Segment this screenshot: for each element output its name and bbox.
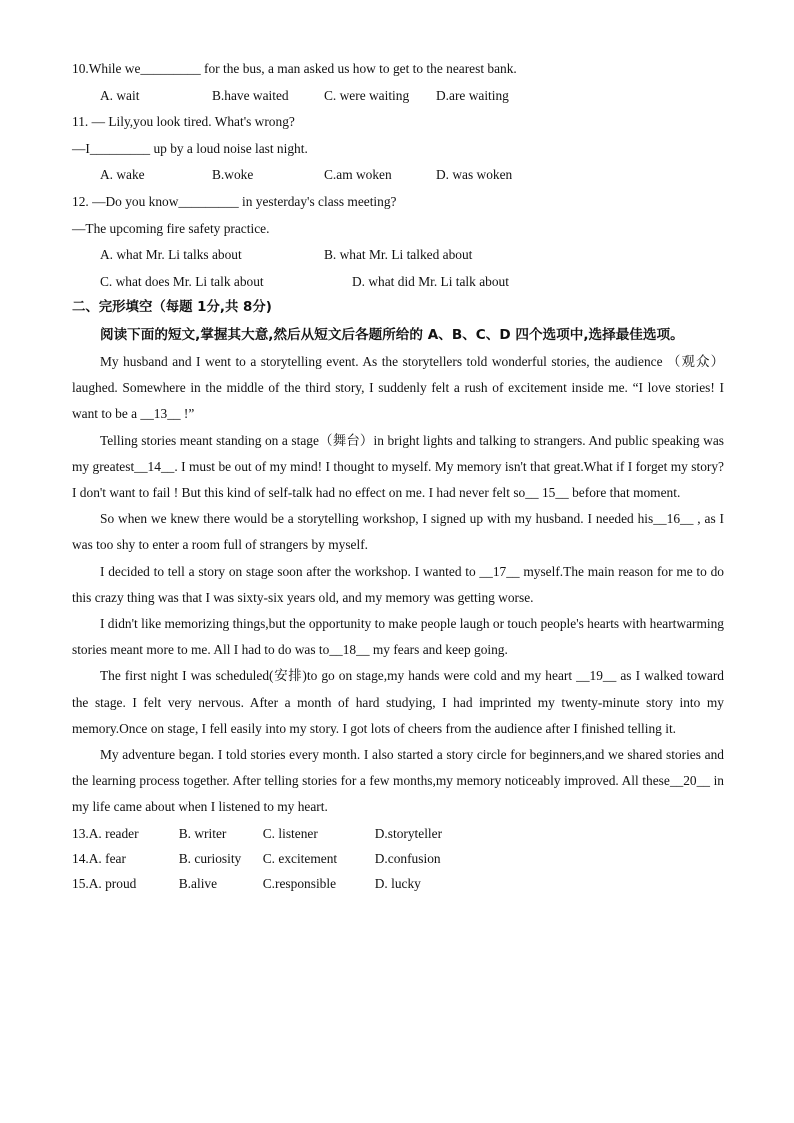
section-title: 二、完形填空（每题 1分,共 8分) <box>72 300 272 316</box>
option-c[interactable]: C. listener <box>262 825 318 841</box>
passage-paragraph: My adventure began. I told stories every month. I also started a story circle for beginners,and we shared stories and the learning process together. After telling stories for a few months,my memory noticeably improved. All these__20__ in my life came about when I listened to my heart. <box>72 746 724 815</box>
question-11-stem: 11. — Lily,you look tired. What's wrong? <box>72 114 295 130</box>
option-a[interactable]: A. what Mr. Li talks about <box>100 247 242 263</box>
option-c[interactable]: C.responsible <box>262 875 337 891</box>
option-d[interactable]: D. lucky <box>374 875 421 891</box>
option-c[interactable]: C. what does Mr. Li talk about <box>100 273 264 289</box>
passage-paragraph: The first night I was scheduled(安排)to go on stage,my hands were cold and my heart __19__ as I walked toward the stage. I felt very nervous. After a month of hard studying, I had imprinted my twenty-minute story into my memory.Once on stage, I fell easily into my story. I got lots of cheers from the audience after I finished telling it. <box>72 668 724 736</box>
answer-row-15 <box>72 871 724 896</box>
passage-paragraph: Telling stories meant standing on a stage（舞台）in bright lights and talking to strangers. And public speaking was my greatest__14__. I must be out of my mind! I thought to myself. My memory isn't that great.What if I forget my story? I don't want to fail ! But this kind of self-talk had no effect on me. I had never felt so__ 15__ before that moment. <box>72 432 724 500</box>
passage-paragraph: My husband and I went to a storytelling event. As the storytellers told wonderful stories, the audience （观众）laughed. Somewhere in the middle of the third story, I suddenly felt a rush of excitement inside me. “I love stories! I want to be a __13__ !” <box>72 353 724 422</box>
option-a[interactable]: A. wait <box>100 87 140 103</box>
option-d[interactable]: D.confusion <box>374 850 441 866</box>
question-number: 15. <box>72 875 89 891</box>
exam-page <box>72 56 724 896</box>
answer-row-13 <box>72 821 724 846</box>
option-a[interactable]: A. reader <box>88 825 139 841</box>
option-b[interactable]: B.have waited <box>212 87 289 103</box>
option-b[interactable]: B. writer <box>178 825 227 841</box>
section-instruction: 阅读下面的短文,掌握其大意,然后从短文后各题所给的 A、B、C、D 四个选项中,选择最佳选项。 <box>100 326 684 343</box>
question-number: 14. <box>72 850 89 866</box>
question-number: 13. <box>72 825 89 841</box>
question-12-answer-line: —The upcoming fire safety practice. <box>72 220 270 236</box>
option-a[interactable]: A. fear <box>88 850 126 866</box>
passage-paragraph: I didn't like memorizing things,but the opportunity to make people laugh or touch people's hearts with heartwarming stories meant more to me. All I had to do was to__18__ my fears and keep going. <box>72 615 725 658</box>
option-d[interactable]: D. was woken <box>436 167 513 183</box>
question-10-options <box>72 83 724 110</box>
option-d[interactable]: D.are waiting <box>436 87 509 103</box>
passage-paragraph: I decided to tell a story on stage soon after the workshop. I wanted to __17__ myself.The main reason for me to do this crazy thing was that I was sixty-six years old, and my memory was getting worse. <box>72 563 724 605</box>
question-12-options-row1 <box>72 242 724 269</box>
question-12-stem: 12. —Do you know_________ in yesterday's class meeting? <box>72 193 397 209</box>
option-a[interactable]: A. wake <box>100 167 145 183</box>
option-c[interactable]: C. excitement <box>262 850 338 866</box>
option-d[interactable]: D.storyteller <box>374 825 443 841</box>
option-b[interactable]: B.alive <box>178 875 218 891</box>
option-d[interactable]: D. what did Mr. Li talk about <box>352 273 509 289</box>
question-11-answer-line: —I_________ up by a loud noise last night. <box>72 140 308 156</box>
option-b[interactable]: B. curiosity <box>178 850 242 866</box>
option-b[interactable]: B. what Mr. Li talked about <box>324 247 473 263</box>
question-12-options-row2 <box>72 269 724 296</box>
passage-paragraph: So when we knew there would be a storytelling workshop, I signed up with my husband. I needed his__16__ , as I was too shy to enter a room full of strangers by myself. <box>72 511 724 553</box>
answer-row-14 <box>72 846 724 871</box>
cloze-passage <box>72 349 724 821</box>
question-10-stem: 10.While we_________ for the bus, a man asked us how to get to the nearest bank. <box>72 61 517 76</box>
question-11-options <box>72 162 724 189</box>
option-c[interactable]: C.am woken <box>324 167 392 183</box>
option-a[interactable]: A. proud <box>88 875 137 891</box>
cloze-answer-choices <box>72 821 724 896</box>
option-c[interactable]: C. were waiting <box>324 87 410 103</box>
option-b[interactable]: B.woke <box>212 167 254 183</box>
